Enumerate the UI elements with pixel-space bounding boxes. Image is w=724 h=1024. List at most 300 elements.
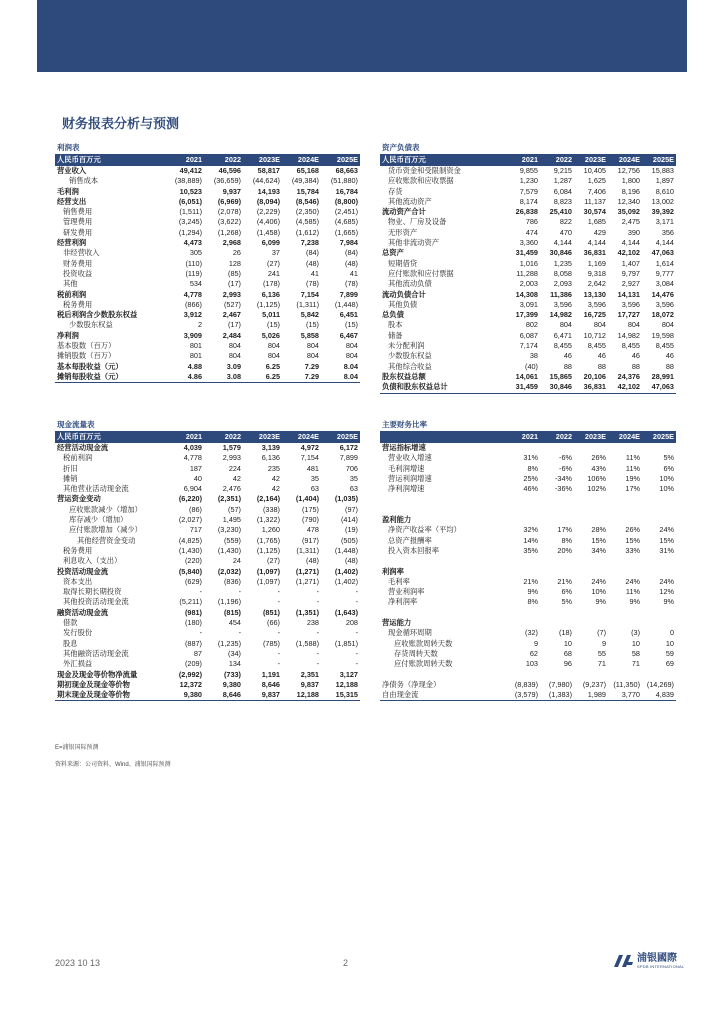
cell-value: 4.86 bbox=[165, 372, 204, 383]
cell-value: (2,032) bbox=[217, 566, 241, 576]
cell-value: 9% bbox=[595, 597, 606, 607]
row-label: 非经营收入 bbox=[63, 248, 100, 258]
cell-value: (4,685) bbox=[334, 217, 358, 227]
cell-value: 10 bbox=[665, 638, 674, 648]
table-row bbox=[380, 248, 676, 258]
cell-value: (1,430) bbox=[217, 545, 241, 555]
cell-value: 9 bbox=[533, 638, 538, 648]
row-label: 取得长期长期投资 bbox=[63, 587, 122, 597]
cell-value: (2,027) bbox=[178, 515, 202, 525]
cell-value: - bbox=[277, 628, 280, 638]
cell-value: 15,865 bbox=[549, 371, 572, 381]
unit-label: 人民币百万元 bbox=[380, 155, 506, 167]
cell-value: 12,340 bbox=[617, 196, 640, 206]
year-header: 2023E bbox=[574, 155, 608, 167]
cell-value: 103 bbox=[525, 659, 538, 669]
table-row bbox=[55, 362, 360, 372]
cell-value: (2,451) bbox=[334, 207, 358, 217]
cell-value: (1,322) bbox=[256, 515, 280, 525]
cell-value: 7,174 bbox=[519, 341, 538, 351]
cell-value: 4,144 bbox=[553, 238, 572, 248]
cell-value: 0 bbox=[669, 628, 674, 638]
table-row bbox=[380, 515, 676, 525]
cell-value: 10% bbox=[591, 587, 606, 597]
cell-value: (2,078) bbox=[217, 207, 241, 217]
cell-value: 15% bbox=[659, 535, 674, 545]
table-row bbox=[380, 372, 676, 382]
cell-value: 801 bbox=[189, 341, 202, 351]
cell-value: (1,851) bbox=[334, 638, 358, 648]
cell-value: (32) bbox=[525, 628, 538, 638]
cell-value: (15) bbox=[345, 320, 358, 330]
cell-value: -34% bbox=[554, 473, 572, 483]
cell-value: -36% bbox=[554, 484, 572, 494]
table-caption: 资产负债表 bbox=[380, 142, 676, 155]
cell-value: 47,063 bbox=[651, 248, 674, 258]
cell-value: 3,596 bbox=[655, 299, 674, 309]
row-label: 净债务（净现金） bbox=[382, 679, 441, 689]
table-row bbox=[55, 474, 360, 484]
cell-value: 12,188 bbox=[282, 690, 321, 701]
row-label: 借款 bbox=[63, 618, 78, 628]
row-label: 盈利能力 bbox=[382, 515, 412, 525]
cell-value: (27) bbox=[267, 556, 280, 566]
cell-value: - bbox=[238, 587, 241, 597]
cell-value: 804 bbox=[559, 320, 572, 330]
cell-value: 9 bbox=[601, 638, 606, 648]
row-label: 总资产报酬率 bbox=[388, 535, 432, 545]
cell-value: 42,102 bbox=[617, 248, 640, 258]
cell-value: 2,003 bbox=[519, 279, 538, 289]
row-label bbox=[380, 608, 506, 618]
cell-value: - bbox=[277, 659, 280, 669]
table-row bbox=[55, 649, 360, 659]
cell-value: 804 bbox=[345, 341, 358, 351]
table-row bbox=[380, 351, 676, 361]
cell-value: 7,238 bbox=[300, 238, 319, 248]
row-label: 其他融资活动现金流 bbox=[63, 648, 129, 658]
cell-value: 4.88 bbox=[187, 361, 202, 371]
cell-value: (3,230) bbox=[217, 525, 241, 535]
cell-value: 2,351 bbox=[300, 669, 319, 679]
cell-value: 8,455 bbox=[655, 341, 674, 351]
cell-value bbox=[506, 618, 540, 628]
cell-value: (48) bbox=[345, 258, 358, 268]
row-label: 营运指标增速 bbox=[382, 443, 426, 452]
cell-value: -6% bbox=[559, 453, 572, 463]
cell-value: 5,858 bbox=[300, 330, 319, 340]
cell-value: (1,235) bbox=[217, 638, 241, 648]
cell-value: 39,392 bbox=[651, 207, 674, 217]
row-label: 投入资本回报率 bbox=[388, 545, 440, 555]
cell-value: 19% bbox=[625, 473, 640, 483]
cell-value: 804 bbox=[267, 351, 280, 361]
cell-value: 11% bbox=[625, 453, 640, 463]
unit-label: 人民币百万元 bbox=[55, 155, 165, 167]
row-label: 毛利润 bbox=[57, 186, 79, 196]
cell-value: 7,899 bbox=[339, 289, 358, 299]
row-label: 应付账款和应付票据 bbox=[388, 268, 454, 278]
year-header: 2022 bbox=[540, 155, 574, 167]
table-row bbox=[55, 618, 360, 628]
year-header: 2021 bbox=[165, 432, 204, 444]
cell-value: (4,825) bbox=[178, 535, 202, 545]
table-row bbox=[380, 556, 676, 566]
cell-value: (1,268) bbox=[217, 227, 241, 237]
cell-value: 7,154 bbox=[300, 289, 319, 299]
row-label: 期末现金及现金等价物 bbox=[55, 690, 165, 701]
cell-value: 9,837 bbox=[243, 690, 282, 701]
table-row bbox=[380, 587, 676, 597]
cell-value: 786 bbox=[525, 217, 538, 227]
cell-value: (97) bbox=[345, 504, 358, 514]
cell-value: 1,260 bbox=[261, 525, 280, 535]
cell-value: - bbox=[238, 628, 241, 638]
cell-value: (17) bbox=[228, 320, 241, 330]
year-header: 2023E bbox=[243, 155, 282, 167]
table-row bbox=[55, 505, 360, 515]
table-row bbox=[55, 453, 360, 463]
cell-value bbox=[506, 608, 540, 618]
balance-sheet-table bbox=[380, 142, 676, 394]
cell-value: 9,380 bbox=[165, 690, 204, 701]
cell-value: 1,235 bbox=[553, 258, 572, 268]
cell-value: (8,546) bbox=[295, 196, 319, 206]
cell-value: 3,596 bbox=[553, 299, 572, 309]
cell-value: 10 bbox=[631, 638, 640, 648]
cell-value: 14,308 bbox=[515, 289, 538, 299]
row-label: 其他营业活动现金流 bbox=[63, 484, 129, 494]
cell-value: - bbox=[199, 628, 202, 638]
cell-value: (6,051) bbox=[178, 196, 202, 206]
cell-value: 106% bbox=[587, 473, 606, 483]
cell-value: 31,459 bbox=[515, 248, 538, 258]
cell-value: 26% bbox=[625, 525, 640, 535]
cell-value: (5,211) bbox=[179, 597, 202, 607]
cell-value: 4,039 bbox=[183, 443, 202, 452]
cell-value: (1,404) bbox=[295, 494, 319, 504]
cell-value: (5,840) bbox=[178, 566, 202, 576]
cell-value: 26 bbox=[232, 248, 241, 258]
row-label: 应付账款增加（减少） bbox=[69, 525, 142, 535]
cell-value: (178) bbox=[262, 279, 280, 289]
cell-value: 26% bbox=[591, 453, 606, 463]
footer-date: 2023 10 13 bbox=[55, 958, 101, 968]
row-label: 投资活动现金流 bbox=[57, 566, 109, 576]
row-label: 外汇损益 bbox=[63, 659, 93, 669]
table-row bbox=[380, 546, 676, 556]
table-row bbox=[380, 505, 676, 515]
table-row bbox=[380, 464, 676, 474]
row-label: 其他投资活动现金流 bbox=[63, 597, 129, 607]
cell-value: (14,269) bbox=[646, 679, 674, 689]
row-label: 负债和股东权益总计 bbox=[380, 382, 506, 393]
cell-value: 14,476 bbox=[651, 289, 674, 299]
cell-value bbox=[608, 670, 642, 680]
year-header: 2025E bbox=[642, 432, 676, 444]
table-row bbox=[380, 618, 676, 628]
cell-value: 14,131 bbox=[617, 289, 640, 299]
cell-value: 24,376 bbox=[617, 371, 640, 381]
cell-value: 3,770 bbox=[608, 690, 642, 701]
cell-value: (4,585) bbox=[295, 217, 319, 227]
cell-value: 7,579 bbox=[519, 186, 538, 196]
cell-value: 41 bbox=[349, 268, 358, 278]
cell-value: (1,765) bbox=[256, 535, 280, 545]
cell-value: 8,174 bbox=[519, 196, 538, 206]
cell-value: 2,968 bbox=[222, 238, 241, 248]
cell-value: 40 bbox=[193, 473, 202, 483]
row-label: 营业收入增速 bbox=[388, 453, 432, 463]
cell-value: (629) bbox=[184, 576, 202, 586]
cell-value: 804 bbox=[306, 341, 319, 351]
row-label: 未分配利润 bbox=[388, 341, 425, 351]
cell-value: (15) bbox=[267, 320, 280, 330]
cell-value: 31,459 bbox=[506, 382, 540, 393]
table-row bbox=[380, 649, 676, 659]
cell-value: 13,130 bbox=[583, 289, 606, 299]
cell-value: - bbox=[316, 648, 319, 658]
table-row bbox=[55, 659, 360, 669]
cell-value: 9,215 bbox=[553, 166, 572, 175]
cell-value bbox=[642, 567, 676, 577]
cell-value: (1,612) bbox=[295, 227, 319, 237]
cell-value: 3,091 bbox=[519, 299, 538, 309]
cell-value: (85) bbox=[228, 268, 241, 278]
table-row bbox=[380, 259, 676, 269]
table-row bbox=[380, 608, 676, 618]
cell-value bbox=[540, 608, 574, 618]
cell-value: 24% bbox=[591, 576, 606, 586]
table-row bbox=[55, 310, 360, 320]
cell-value: 804 bbox=[228, 341, 241, 351]
table-row bbox=[380, 680, 676, 690]
cell-value: (57) bbox=[228, 504, 241, 514]
row-label: 应收账款周转天数 bbox=[394, 638, 453, 648]
cell-value: (733) bbox=[223, 669, 241, 679]
table-row bbox=[55, 639, 360, 649]
cell-value bbox=[540, 443, 574, 453]
table-row bbox=[380, 279, 676, 289]
row-label: 管理费用 bbox=[63, 217, 93, 227]
cell-value: 7.29 bbox=[282, 372, 321, 383]
row-label: 发行股份 bbox=[63, 628, 93, 638]
cell-value: 36,831 bbox=[574, 382, 608, 393]
table-row bbox=[380, 670, 676, 680]
cell-value: 20,106 bbox=[583, 371, 606, 381]
cell-value: 25,410 bbox=[549, 207, 572, 217]
table-caption: 利润表 bbox=[55, 142, 360, 155]
cell-value bbox=[642, 494, 676, 504]
cell-value: 19,598 bbox=[651, 330, 674, 340]
page-title: 财务报表分析与预测 bbox=[62, 116, 180, 131]
row-label: 其他流动负债 bbox=[388, 279, 432, 289]
cell-value: - bbox=[355, 659, 358, 669]
table-row bbox=[380, 690, 676, 701]
table-row bbox=[380, 597, 676, 607]
cell-value: 17,399 bbox=[515, 310, 538, 320]
cell-value: - bbox=[316, 659, 319, 669]
cell-value: 235 bbox=[267, 463, 280, 473]
cell-value: 24% bbox=[659, 525, 674, 535]
cell-value: (180) bbox=[184, 618, 202, 628]
year-header: 2023E bbox=[243, 432, 282, 444]
cell-value: (1,643) bbox=[334, 607, 358, 617]
cell-value: (917) bbox=[301, 535, 319, 545]
cell-value: 8,455 bbox=[553, 341, 572, 351]
cell-value: 10% bbox=[659, 473, 674, 483]
cell-value: 1,287 bbox=[553, 176, 572, 186]
cell-value: 11% bbox=[625, 463, 640, 473]
row-label: 投资收益 bbox=[63, 268, 93, 278]
table-row bbox=[380, 659, 676, 669]
table-row bbox=[55, 372, 360, 383]
table-row bbox=[55, 259, 360, 269]
cell-value bbox=[574, 494, 608, 504]
cell-value: 24% bbox=[625, 576, 640, 586]
row-label: 利息收入（支出） bbox=[63, 556, 122, 566]
cell-value: 6,904 bbox=[183, 484, 202, 494]
cell-value bbox=[642, 505, 676, 515]
cell-value: 21% bbox=[523, 576, 538, 586]
table-row bbox=[55, 484, 360, 494]
row-label: 净资产收益率（平均） bbox=[388, 525, 461, 535]
cell-value: (9,237) bbox=[582, 679, 606, 689]
row-label: 营业利润率 bbox=[388, 587, 425, 597]
cell-value: 804 bbox=[627, 320, 640, 330]
cell-value: 9,318 bbox=[587, 268, 606, 278]
cell-value: 11% bbox=[625, 587, 640, 597]
cell-value: (49,384) bbox=[291, 176, 319, 186]
table-row bbox=[55, 269, 360, 279]
cell-value: 429 bbox=[593, 227, 606, 237]
table-row bbox=[55, 217, 360, 227]
cell-value: 26,838 bbox=[515, 207, 538, 217]
row-label: 应付账款周转天数 bbox=[394, 659, 453, 669]
row-label: 短期借贷 bbox=[388, 258, 418, 268]
cell-value: 87 bbox=[193, 648, 202, 658]
cell-value: 42 bbox=[232, 473, 241, 483]
cell-value: (2,229) bbox=[256, 207, 280, 217]
table-row bbox=[380, 484, 676, 494]
cell-value: 3.08 bbox=[204, 372, 243, 383]
table-row bbox=[55, 597, 360, 607]
cell-value bbox=[506, 670, 540, 680]
cell-value: 6,451 bbox=[339, 310, 358, 320]
note-source: 资料来源：公司资料、Wind、浦银国际预测 bbox=[55, 762, 171, 768]
cell-value: 5,842 bbox=[300, 310, 319, 320]
cell-value: (1,294) bbox=[178, 227, 202, 237]
row-label: 存货 bbox=[388, 186, 403, 196]
table-row bbox=[55, 494, 360, 504]
cell-value: (84) bbox=[345, 248, 358, 258]
cell-value: 2,476 bbox=[222, 484, 241, 494]
cell-value: 15% bbox=[591, 535, 606, 545]
cell-value: 16,725 bbox=[583, 310, 606, 320]
cell-value: 47,063 bbox=[642, 382, 676, 393]
cell-value: 1,800 bbox=[621, 176, 640, 186]
cell-value: 822 bbox=[559, 217, 572, 227]
cell-value: 8,646 bbox=[261, 679, 280, 689]
cell-value bbox=[506, 494, 540, 504]
cell-value bbox=[608, 567, 642, 577]
cell-value: (119) bbox=[185, 268, 202, 278]
cell-value: 10 bbox=[563, 638, 572, 648]
table-row bbox=[380, 290, 676, 300]
cell-value: 4,144 bbox=[621, 238, 640, 248]
cell-value bbox=[506, 556, 540, 566]
row-label: 流动资产合计 bbox=[382, 207, 426, 217]
row-label: 研发费用 bbox=[63, 227, 93, 237]
table-row bbox=[55, 587, 360, 597]
row-label: 现金及现金等价物净流量 bbox=[57, 669, 138, 679]
year-header: 2024E bbox=[608, 432, 642, 444]
table-row bbox=[380, 362, 676, 372]
cell-value: 1,989 bbox=[574, 690, 608, 701]
cell-value: 24 bbox=[232, 556, 241, 566]
cell-value: (6,969) bbox=[217, 196, 241, 206]
cell-value: 4,778 bbox=[183, 453, 202, 463]
row-label: 摊销每股收益（元） bbox=[55, 372, 165, 383]
table-row bbox=[55, 690, 360, 701]
year-header: 2025E bbox=[321, 432, 360, 444]
row-label: 净利润率 bbox=[388, 597, 418, 607]
cell-value: 31% bbox=[659, 545, 674, 555]
table-caption: 现金流量表 bbox=[55, 419, 360, 432]
cell-value: 35% bbox=[523, 545, 538, 555]
cell-value: (1,196) bbox=[217, 597, 241, 607]
table-header-row bbox=[55, 432, 360, 444]
row-label: 税务费用 bbox=[63, 299, 93, 309]
cell-value: 1,685 bbox=[587, 217, 606, 227]
year-header: 2022 bbox=[204, 155, 243, 167]
table-row bbox=[380, 382, 676, 393]
row-label: 期初现金及现金等价物 bbox=[57, 679, 130, 689]
cell-value: 8,455 bbox=[587, 341, 606, 351]
cell-value: 454 bbox=[228, 618, 241, 628]
row-label: 总负债 bbox=[382, 310, 404, 320]
cell-value: 46,596 bbox=[218, 166, 241, 175]
cell-value: 24% bbox=[659, 576, 674, 586]
cell-value: 17,727 bbox=[617, 310, 640, 320]
cell-value: 9,837 bbox=[300, 679, 319, 689]
year-header: 2022 bbox=[204, 432, 243, 444]
row-label: 税前利润 bbox=[57, 289, 87, 299]
cell-value: 1,625 bbox=[587, 176, 606, 186]
cell-value: 63 bbox=[310, 484, 319, 494]
cell-value: 58 bbox=[631, 648, 640, 658]
cell-value bbox=[506, 515, 540, 525]
cell-value: 9% bbox=[629, 597, 640, 607]
cell-value: (4,406) bbox=[256, 217, 280, 227]
row-label: 现金循环周期 bbox=[388, 628, 432, 638]
cell-value: 804 bbox=[661, 320, 674, 330]
cell-value: 7.29 bbox=[304, 361, 319, 371]
cell-value: 804 bbox=[267, 341, 280, 351]
cell-value: 14,982 bbox=[549, 310, 572, 320]
table-row bbox=[55, 567, 360, 577]
table-row bbox=[380, 577, 676, 587]
row-label bbox=[380, 494, 506, 504]
cell-value: 25% bbox=[523, 473, 538, 483]
cell-value: 13,002 bbox=[651, 196, 674, 206]
cell-value: 30,846 bbox=[549, 248, 572, 258]
cell-value: 10,523 bbox=[179, 186, 202, 196]
cell-value bbox=[574, 443, 608, 453]
cell-value: - bbox=[316, 597, 319, 607]
cell-value: 12,188 bbox=[335, 679, 358, 689]
cell-value: -6% bbox=[559, 463, 572, 473]
